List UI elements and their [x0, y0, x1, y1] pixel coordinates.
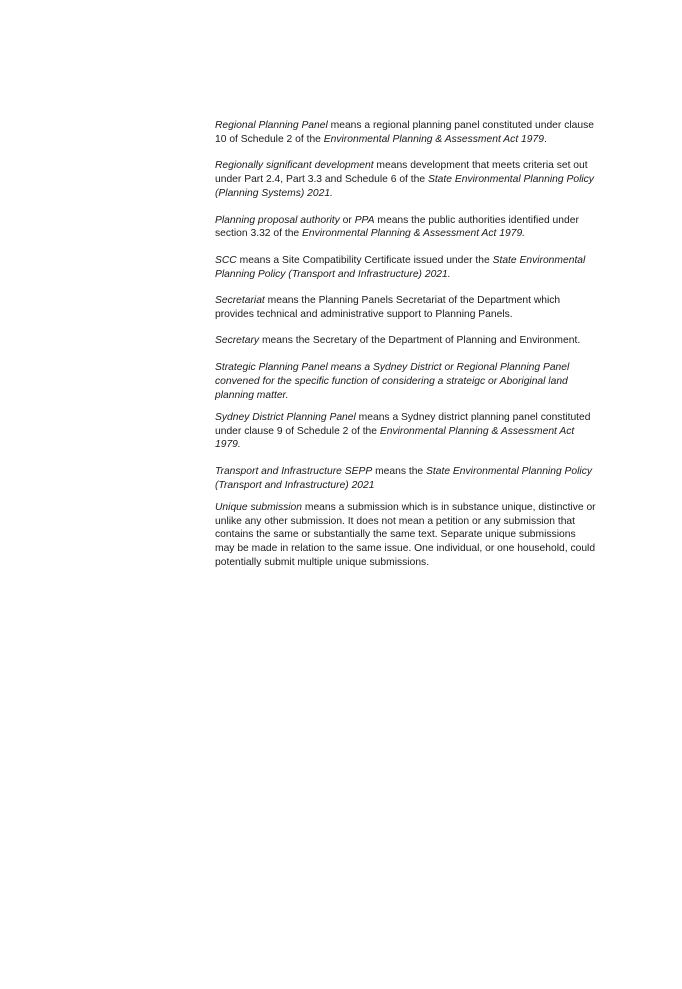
definition-text: means the public authorities identified under section 3.32 of the [215, 214, 579, 240]
definition-text: . [543, 133, 547, 145]
definition-text: means a Site Compatibility Certificate issued under the [236, 254, 493, 266]
definition-text: means the [372, 465, 427, 477]
definition-paragraph [215, 254, 597, 282]
definition-italic-text: Secretariat [215, 295, 265, 307]
definition-text: means the Planning Panels Secretariat of the Department which provides technical and administrative support to Planning Panels. [215, 295, 561, 321]
definition-paragraph [215, 119, 597, 147]
definition-italic-text: SCC [215, 254, 237, 266]
definition-italic-text: State Environmental Planning Policy (Transport and Infrastructure) 2021. [215, 254, 586, 280]
definition-paragraph [215, 411, 597, 453]
definition-text: means a submission which is in substance unique, distinctive or unlike any other submission. It does not mean a petition or any submission that contains the same or substantially the same text. Separate unique submissions may be made in relation to the same issue. One individual, or one household, could potentially submit multiple unique submissions. [215, 501, 596, 569]
definition-paragraph [215, 294, 597, 322]
definition-text: or [339, 214, 355, 226]
definition-italic-text: Sydney District Planning Panel [215, 411, 356, 423]
definition-paragraph [215, 159, 597, 201]
definition-italic-text: State Environmental Planning Policy (Transport and Infrastructure) 2021 [215, 465, 593, 491]
definition-italic-text: Environmental Planning & Assessment Act 1979 [323, 133, 544, 145]
definition-paragraph [215, 214, 597, 242]
definition-italic-text: Transport and Infrastructure SEPP [215, 465, 373, 477]
definition-text: means a Sydney district planning panel constituted under clause 9 of Schedule 2 of the [215, 411, 591, 437]
definition-italic-text: Secretary [215, 335, 260, 347]
definition-italic-text: PPA [354, 214, 375, 226]
definition-paragraph [215, 501, 597, 571]
definition-paragraph [215, 334, 597, 348]
definition-italic-text: Strategic Planning Panel means a Sydney District or Regional Planning Panel convened for the specific function of considering a strateigc or Aboriginal land planning matter. [215, 361, 570, 401]
definition-text: means a regional planning panel constituted under clause 10 of Schedule 2 of the [215, 120, 594, 145]
definition-text: means development that meets criteria set out under Part 2.4, Part 3.3 and Schedule 6 of the [215, 160, 588, 186]
definition-italic-text: Regionally significant development [215, 160, 374, 172]
definition-paragraph [215, 465, 597, 493]
definition-text: means the Secretary of the Department of Planning and Environment. [259, 335, 581, 347]
definition-italic-text: Environmental Planning & Assessment Act 1979. [215, 425, 575, 451]
definition-italic-text: Regional Planning Panel [215, 120, 328, 131]
definition-italic-text: Environmental Planning & Assessment Act 1979. [302, 228, 526, 240]
definition-italic-text: State Environmental Planning Policy (Planning Systems) 2021. [215, 174, 594, 200]
definition-italic-text: Unique submission [215, 501, 302, 513]
definition-italic-text: Planning proposal authority [215, 214, 340, 226]
definitions-list [215, 119, 597, 583]
definition-paragraph [215, 361, 597, 403]
